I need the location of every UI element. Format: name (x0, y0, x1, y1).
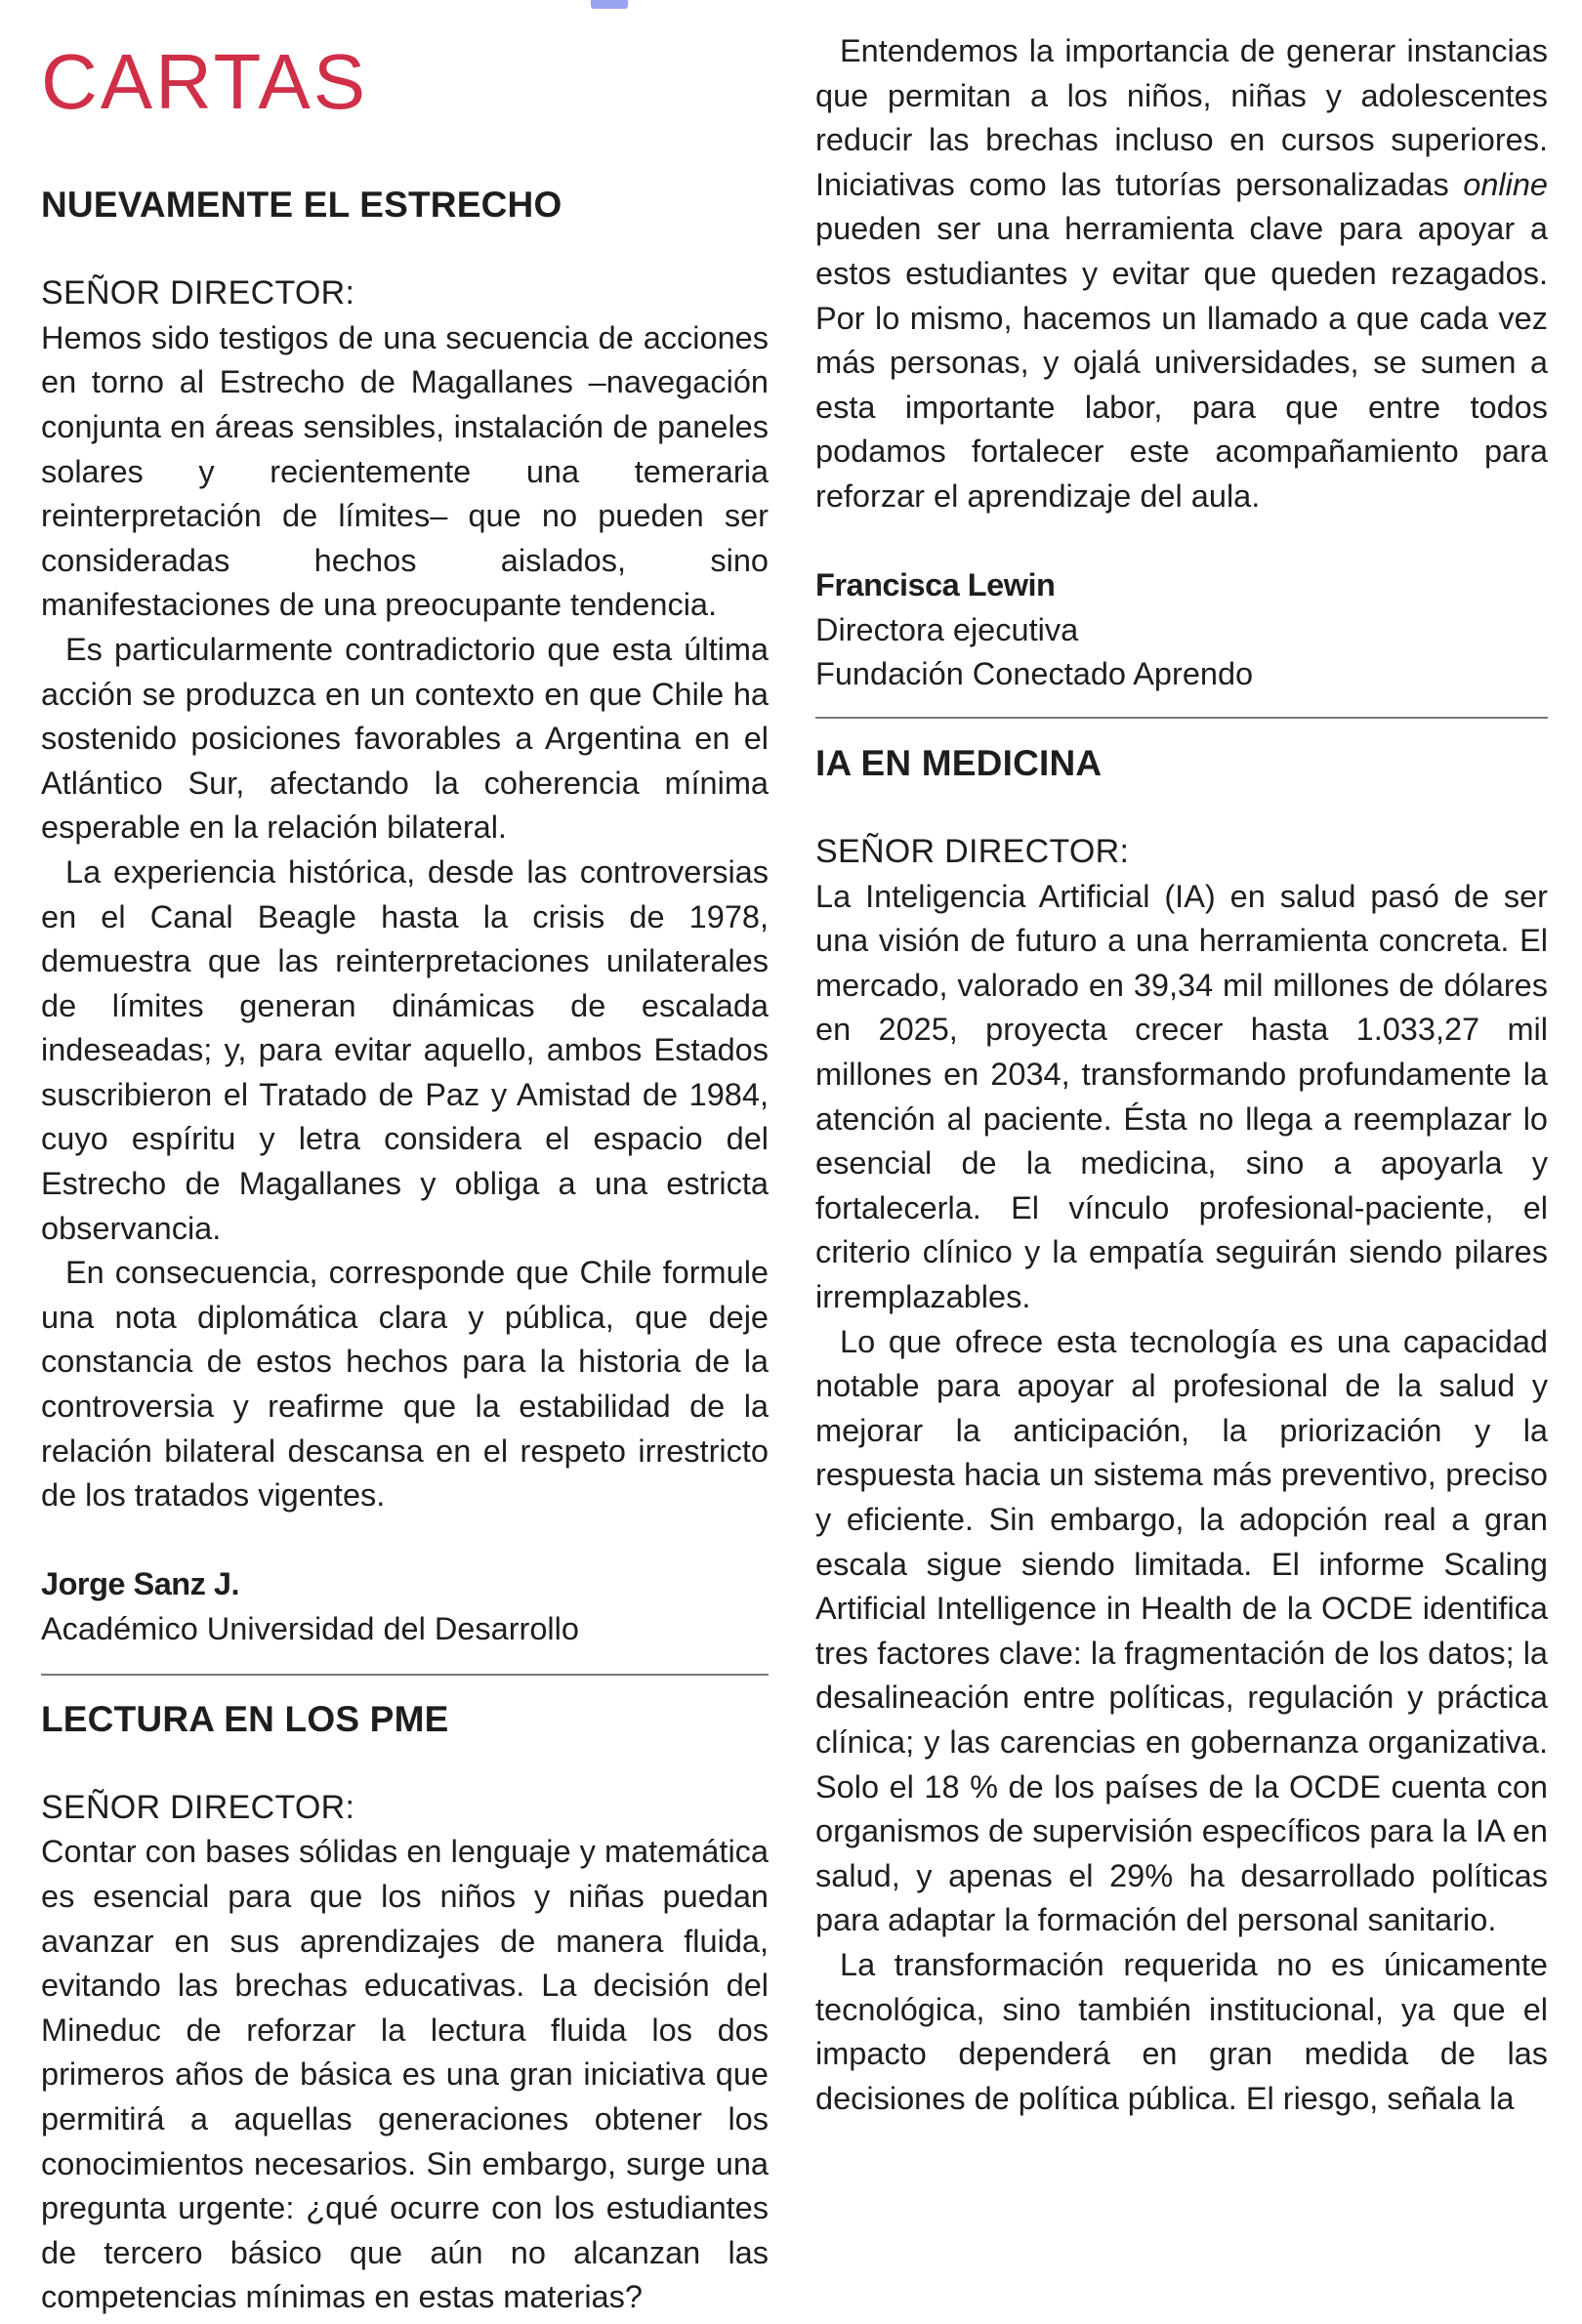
signature-organization: Fundación Conectado Aprendo (815, 656, 1254, 692)
top-edge-marker (591, 0, 628, 9)
left-column (41, 29, 769, 2320)
signature-name: Jorge Sanz J. (41, 1566, 240, 1602)
letter-paragraph: La transformación requerida no es únicamente tecnológica, sino también institucional, ya que el impacto dependerá en gran medida de las decisiones de política pública. El riesgo, señala la (815, 1946, 1548, 2116)
letter-paragraph: Entendemos la importancia de generar instancias que permitan a los niños, niñas y adolescentes reducir las brechas incluso en cursos superiores. Iniciativas como las tutorías personalizadas online pueden ser una herramienta clave para apoyar a estos estudiantes y evitar que queden rezagados. Por lo mismo, hacemos un llamado a que cada vez más personas, y ojalá universidades, se sumen a esta importante labor, para que entre todos podamos fortalecer este acompañamiento para reforzar el aprendizaje del aula. (815, 33, 1548, 514)
letter-headline: NUEVAMENTE EL ESTRECHO (41, 185, 562, 225)
section-title: CARTAS (41, 38, 369, 125)
section-divider (815, 717, 1548, 719)
letter-paragraph: Contar con bases sólidas en lenguaje y matemática es esencial para que los niños y niñas puedan avanzar en sus aprendizajes de manera fluida, evitando las brechas educativas. La decisión del Mineduc de reforzar la lectura fluida los dos primeros años de básica es una gran iniciativa que permitirá a aquellas generaciones obtener los conocimientos necesarios. Sin embargo, surge una pregunta urgente: ¿qué ocurre con los estudiantes de tercero básico que aún no alcanzan las competencias mínimas en estas materias? (41, 1834, 769, 2315)
signature-role: Directora ejecutiva (815, 611, 1079, 647)
letter-salutation: SEÑOR DIRECTOR: (41, 1788, 355, 1826)
signature-role: Académico Universidad del Desarrollo (41, 1611, 579, 1646)
letter-headline: LECTURA EN LOS PME (41, 1698, 449, 1739)
right-column (815, 29, 1548, 2121)
signature-name: Francisca Lewin (815, 567, 1056, 603)
letter-paragraph: La Inteligencia Artificial (IA) en salud pasó de ser una visión de futuro a una herramienta concreta. El mercado, valorado en 39,34 mil millones de dólares en 2025, proyecta crecer hasta 1.033,27 mil millones en 2034, transformando profundamente la atención al paciente. Ésta no llega a reemplazar lo esencial de la medicina, sino a apoyarla y fortalecerla. El vínculo profesional-paciente, el criterio clínico y la empatía seguirán siendo pilares irremplazables. (815, 878, 1548, 1315)
letter-salutation: SEÑOR DIRECTOR: (41, 274, 355, 312)
letter-headline: IA EN MEDICINA (815, 742, 1103, 783)
letter-paragraph: Lo que ofrece esta tecnología es una capacidad notable para apoyar al profesional de la salud y mejorar la anticipación, la priorización y la respuesta hacia un sistema más preventivo, preciso y eficiente. Sin embargo, la adopción real a gran escala sigue siendo limitada. El informe Scaling Artificial Intelligence in Health de la OCDE identifica tres factores clave: la fragmentación de los datos; la desalineación entre políticas, regulación y práctica clínica; y las carencias en gobernanza organizativa. Solo el 18 % de los países de la OCDE cuenta con organismos de supervisión específicos para la IA en salud, y apenas el 29% ha desarrollado políticas para adaptar la formación del personal sanitario. (815, 1323, 1548, 1938)
letter-salutation: SEÑOR DIRECTOR: (815, 833, 1130, 871)
letter-paragraph: La experiencia histórica, desde las controversias en el Canal Beagle hasta la crisis de 1978, demuestra que las reinterpretaciones unilaterales de límites generan dinámicas de escalada indeseadas; y, para evitar aquello, ambos Estados suscribieron el Tratado de Paz y Amistad de 1984, cuyo espíritu y letra considera el espacio del Estrecho de Magallanes y obliga a una estricta observancia. (41, 853, 769, 1246)
letter-paragraph: Es particularmente contradictorio que esta última acción se produzca en un contexto en que Chile ha sostenido posiciones favorables a Argentina en el Atlántico Sur, afectando la coherencia mínima esperable en la relación bilateral. (41, 631, 769, 846)
letter-paragraph: Hemos sido testigos de una secuencia de acciones en torno al Estrecho de Magallanes –navegación conjunta en áreas sensibles, instalación de paneles solares y recientemente una temeraria reinterpretación de límites– que no pueden ser consideradas hechos aislados, sino manifestaciones de una preocupante tendencia. (41, 319, 769, 623)
section-divider (41, 1674, 769, 1676)
letter-paragraph: En consecuencia, corresponde que Chile formule una nota diplomática clara y pública, que deje constancia de estos hechos para la historia de la controversia y reafirme que la estabilidad de la relación bilateral descansa en el respeto irrestricto de los tratados vigentes. (41, 1255, 769, 1514)
